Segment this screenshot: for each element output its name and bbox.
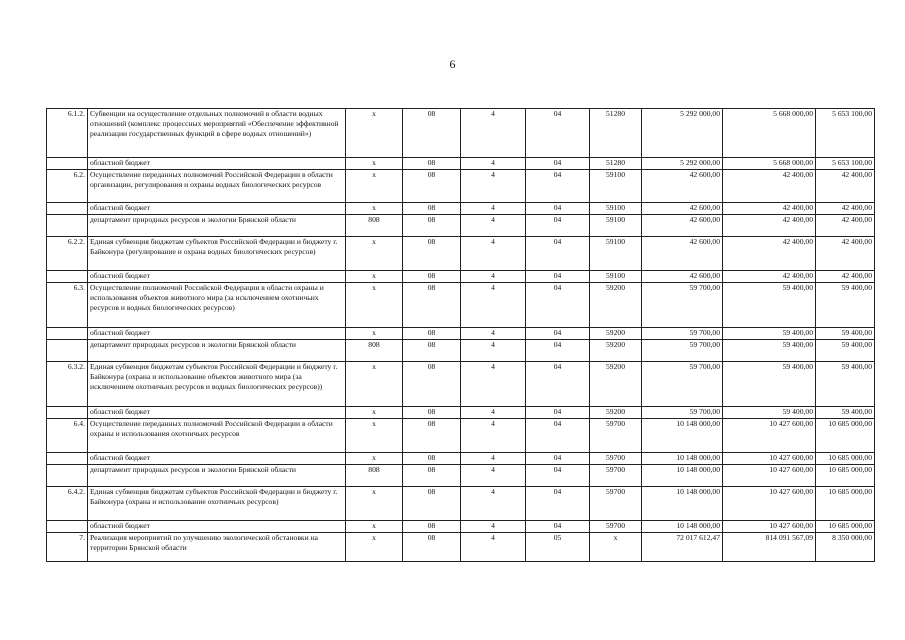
cell-code xyxy=(47,521,88,533)
cell-amount-2: 10 427 600,00 xyxy=(723,453,816,465)
page-number: 6 xyxy=(449,57,456,71)
cell-subsection: 4 xyxy=(461,533,526,562)
cell-subsection: 4 xyxy=(461,109,526,158)
cell-amount-3: 42 400,00 xyxy=(816,215,875,237)
cell-subsection: 4 xyxy=(461,271,526,283)
cell-admin-code: 808 xyxy=(346,340,403,362)
cell-direction: 59200 xyxy=(590,328,642,340)
cell-amount-2: 59 400,00 xyxy=(723,328,816,340)
table-row xyxy=(47,340,875,362)
cell-section: 08 xyxy=(403,237,461,271)
cell-section: 08 xyxy=(403,407,461,419)
table-row xyxy=(47,453,875,465)
cell-name: областной бюджет xyxy=(88,158,346,170)
table-row xyxy=(47,465,875,487)
cell-subsection: 4 xyxy=(461,203,526,215)
cell-direction: 59100 xyxy=(590,215,642,237)
cell-code xyxy=(47,407,88,419)
cell-amount-3: 59 400,00 xyxy=(816,283,875,328)
cell-code xyxy=(47,215,88,237)
cell-amount-2: 814 091 567,09 xyxy=(723,533,816,562)
cell-subsection: 4 xyxy=(461,465,526,487)
cell-program: 05 xyxy=(526,533,590,562)
cell-amount-2: 10 427 600,00 xyxy=(723,487,816,521)
cell-subsection: 4 xyxy=(461,407,526,419)
budget-table-body xyxy=(47,109,875,562)
cell-amount-2: 42 400,00 xyxy=(723,215,816,237)
cell-direction: 59700 xyxy=(590,419,642,453)
cell-subsection: 4 xyxy=(461,340,526,362)
cell-direction: 51280 xyxy=(590,109,642,158)
cell-section: 08 xyxy=(403,340,461,362)
cell-program: 04 xyxy=(526,109,590,158)
cell-amount-1: 42 600,00 xyxy=(642,215,723,237)
cell-amount-2: 5 668 000,00 xyxy=(723,158,816,170)
cell-amount-2: 10 427 600,00 xyxy=(723,419,816,453)
cell-program: 04 xyxy=(526,328,590,340)
cell-amount-3: 10 685 000,00 xyxy=(816,419,875,453)
cell-program: 04 xyxy=(526,170,590,203)
cell-program: 04 xyxy=(526,419,590,453)
cell-amount-3: 10 685 000,00 xyxy=(816,487,875,521)
cell-amount-1: 10 148 000,00 xyxy=(642,465,723,487)
cell-section: 08 xyxy=(403,283,461,328)
cell-section: 08 xyxy=(403,271,461,283)
cell-amount-3: 5 653 100,00 xyxy=(816,109,875,158)
cell-code xyxy=(47,328,88,340)
cell-direction: 59700 xyxy=(590,453,642,465)
cell-code xyxy=(47,203,88,215)
cell-code xyxy=(47,465,88,487)
cell-code: 6.3. xyxy=(47,283,88,328)
cell-name: департамент природных ресурсов и экологии Брянской области xyxy=(88,215,346,237)
cell-program: 04 xyxy=(526,203,590,215)
cell-amount-2: 59 400,00 xyxy=(723,407,816,419)
cell-amount-1: 59 700,00 xyxy=(642,340,723,362)
cell-direction: 51280 xyxy=(590,158,642,170)
cell-program: 04 xyxy=(526,237,590,271)
cell-direction: 59700 xyxy=(590,465,642,487)
cell-program: 04 xyxy=(526,521,590,533)
cell-program: 04 xyxy=(526,271,590,283)
cell-admin-code: х xyxy=(346,419,403,453)
cell-name: департамент природных ресурсов и экологии Брянской области xyxy=(88,465,346,487)
cell-amount-2: 42 400,00 xyxy=(723,170,816,203)
table-row xyxy=(47,407,875,419)
cell-amount-1: 72 017 612,47 xyxy=(642,533,723,562)
cell-amount-2: 5 668 000,00 xyxy=(723,109,816,158)
cell-subsection: 4 xyxy=(461,453,526,465)
table-row xyxy=(47,533,875,562)
cell-name: Субвенции на осуществление отдельных полномочий в области водных отношений (комплекс процессных мероприятий «Обеспечение эффективной реализации государственных функций в сфере водных отношений») xyxy=(88,109,346,158)
cell-section: 08 xyxy=(403,158,461,170)
table-row xyxy=(47,271,875,283)
cell-amount-1: 42 600,00 xyxy=(642,170,723,203)
table-row xyxy=(47,203,875,215)
cell-section: 08 xyxy=(403,215,461,237)
cell-section: 08 xyxy=(403,109,461,158)
cell-admin-code: х xyxy=(346,533,403,562)
cell-admin-code: х xyxy=(346,328,403,340)
cell-direction: 59200 xyxy=(590,407,642,419)
table-row xyxy=(47,362,875,407)
cell-admin-code: х xyxy=(346,453,403,465)
cell-amount-2: 59 400,00 xyxy=(723,283,816,328)
cell-direction: 59700 xyxy=(590,521,642,533)
cell-subsection: 4 xyxy=(461,362,526,407)
cell-name: областной бюджет xyxy=(88,407,346,419)
cell-amount-3: 8 350 000,00 xyxy=(816,533,875,562)
cell-section: 08 xyxy=(403,465,461,487)
cell-direction: 59100 xyxy=(590,237,642,271)
table-row xyxy=(47,521,875,533)
cell-amount-1: 5 292 000,00 xyxy=(642,158,723,170)
cell-name: областной бюджет xyxy=(88,328,346,340)
cell-name: Реализация мероприятий по улучшению экологической обстановки на территории Брянской области xyxy=(88,533,346,562)
cell-subsection: 4 xyxy=(461,328,526,340)
cell-program: 04 xyxy=(526,453,590,465)
cell-code xyxy=(47,158,88,170)
cell-amount-3: 42 400,00 xyxy=(816,170,875,203)
cell-direction: 59200 xyxy=(590,340,642,362)
cell-subsection: 4 xyxy=(461,215,526,237)
cell-direction: х xyxy=(590,533,642,562)
table-row xyxy=(47,419,875,453)
table-row xyxy=(47,328,875,340)
cell-amount-2: 59 400,00 xyxy=(723,340,816,362)
cell-amount-1: 59 700,00 xyxy=(642,362,723,407)
cell-program: 04 xyxy=(526,465,590,487)
cell-amount-1: 10 148 000,00 xyxy=(642,487,723,521)
cell-section: 08 xyxy=(403,453,461,465)
cell-admin-code: 808 xyxy=(346,465,403,487)
cell-program: 04 xyxy=(526,158,590,170)
cell-section: 08 xyxy=(403,328,461,340)
table-row xyxy=(47,215,875,237)
cell-code: 6.1.2. xyxy=(47,109,88,158)
cell-direction: 59200 xyxy=(590,362,642,407)
cell-amount-1: 59 700,00 xyxy=(642,283,723,328)
cell-name: Единая субвенция бюджетам субъектов Российской Федерации и бюджету г. Байконура (охрана и использование объектов животного мира (за исключением охотничьих ресурсов и водных биологических ресурсов)) xyxy=(88,362,346,407)
cell-amount-2: 10 427 600,00 xyxy=(723,521,816,533)
cell-name: областной бюджет xyxy=(88,521,346,533)
cell-amount-1: 10 148 000,00 xyxy=(642,453,723,465)
cell-amount-1: 59 700,00 xyxy=(642,407,723,419)
cell-amount-3: 59 400,00 xyxy=(816,407,875,419)
cell-subsection: 4 xyxy=(461,419,526,453)
cell-amount-1: 5 292 000,00 xyxy=(642,109,723,158)
cell-amount-2: 42 400,00 xyxy=(723,237,816,271)
cell-name: Единая субвенция бюджетам субъектов Российской Федерации и бюджету г. Байконура (регулирование и охрана водных биологических ресурсов) xyxy=(88,237,346,271)
table-row xyxy=(47,158,875,170)
cell-amount-3: 10 685 000,00 xyxy=(816,521,875,533)
cell-code: 6.4. xyxy=(47,419,88,453)
cell-subsection: 4 xyxy=(461,487,526,521)
cell-admin-code: х xyxy=(346,362,403,407)
cell-amount-1: 42 600,00 xyxy=(642,237,723,271)
cell-code xyxy=(47,340,88,362)
cell-admin-code: х xyxy=(346,407,403,419)
cell-subsection: 4 xyxy=(461,237,526,271)
cell-program: 04 xyxy=(526,340,590,362)
cell-amount-1: 10 148 000,00 xyxy=(642,419,723,453)
cell-name: департамент природных ресурсов и экологии Брянской области xyxy=(88,340,346,362)
cell-amount-3: 10 685 000,00 xyxy=(816,465,875,487)
cell-admin-code: х xyxy=(346,487,403,521)
cell-code: 6.2. xyxy=(47,170,88,203)
cell-admin-code: 808 xyxy=(346,215,403,237)
cell-section: 08 xyxy=(403,203,461,215)
cell-amount-1: 42 600,00 xyxy=(642,203,723,215)
cell-amount-3: 5 653 100,00 xyxy=(816,158,875,170)
cell-subsection: 4 xyxy=(461,170,526,203)
cell-admin-code: х xyxy=(346,283,403,328)
cell-amount-3: 59 400,00 xyxy=(816,362,875,407)
cell-amount-2: 10 427 600,00 xyxy=(723,465,816,487)
cell-direction: 59100 xyxy=(590,203,642,215)
cell-section: 08 xyxy=(403,521,461,533)
cell-amount-3: 42 400,00 xyxy=(816,237,875,271)
cell-amount-2: 42 400,00 xyxy=(723,203,816,215)
cell-subsection: 4 xyxy=(461,158,526,170)
cell-admin-code: х xyxy=(346,109,403,158)
cell-admin-code: х xyxy=(346,170,403,203)
cell-amount-3: 42 400,00 xyxy=(816,203,875,215)
cell-amount-3: 42 400,00 xyxy=(816,271,875,283)
table-row xyxy=(47,109,875,158)
cell-direction: 59100 xyxy=(590,271,642,283)
cell-admin-code: х xyxy=(346,203,403,215)
cell-direction: 59100 xyxy=(590,170,642,203)
budget-table xyxy=(46,108,875,562)
cell-name: Единая субвенция бюджетам субъектов Российской Федерации и бюджету г. Байконура (охрана и использование охотничьих ресурсов) xyxy=(88,487,346,521)
cell-amount-1: 10 148 000,00 xyxy=(642,521,723,533)
cell-admin-code: х xyxy=(346,237,403,271)
cell-section: 08 xyxy=(403,533,461,562)
table-row xyxy=(47,237,875,271)
cell-amount-3: 10 685 000,00 xyxy=(816,453,875,465)
cell-code: 6.3.2. xyxy=(47,362,88,407)
cell-code: 6.4.2. xyxy=(47,487,88,521)
cell-program: 04 xyxy=(526,407,590,419)
cell-name: Осуществление переданных полномочий Российской Федерации в области организации, регулирования и охраны водных биологических ресурсов xyxy=(88,170,346,203)
cell-admin-code: х xyxy=(346,271,403,283)
cell-name: областной бюджет xyxy=(88,271,346,283)
table-row xyxy=(47,170,875,203)
cell-name: Осуществление переданных полномочий Российской Федерации в области охраны и использования охотничьих ресурсов xyxy=(88,419,346,453)
cell-name: Осуществление полномочий Российской Федерации в области охраны и использования объектов животного мира (за исключением охотничьих ресурсов и водных биологических ресурсов) xyxy=(88,283,346,328)
cell-name: областной бюджет xyxy=(88,453,346,465)
cell-amount-2: 59 400,00 xyxy=(723,362,816,407)
cell-section: 08 xyxy=(403,419,461,453)
cell-section: 08 xyxy=(403,362,461,407)
cell-admin-code: х xyxy=(346,158,403,170)
cell-amount-2: 42 400,00 xyxy=(723,271,816,283)
cell-code: 7. xyxy=(47,533,88,562)
cell-admin-code: х xyxy=(346,521,403,533)
cell-code xyxy=(47,271,88,283)
cell-subsection: 4 xyxy=(461,283,526,328)
table-row xyxy=(47,487,875,521)
table-row xyxy=(47,283,875,328)
cell-program: 04 xyxy=(526,487,590,521)
cell-code xyxy=(47,453,88,465)
cell-direction: 59200 xyxy=(590,283,642,328)
cell-name: областной бюджет xyxy=(88,203,346,215)
cell-program: 04 xyxy=(526,362,590,407)
cell-code: 6.2.2. xyxy=(47,237,88,271)
cell-program: 04 xyxy=(526,283,590,328)
cell-direction: 59700 xyxy=(590,487,642,521)
cell-program: 04 xyxy=(526,215,590,237)
cell-amount-3: 59 400,00 xyxy=(816,328,875,340)
cell-amount-3: 59 400,00 xyxy=(816,340,875,362)
cell-section: 08 xyxy=(403,170,461,203)
cell-section: 08 xyxy=(403,487,461,521)
cell-amount-1: 42 600,00 xyxy=(642,271,723,283)
cell-amount-1: 59 700,00 xyxy=(642,328,723,340)
cell-subsection: 4 xyxy=(461,521,526,533)
